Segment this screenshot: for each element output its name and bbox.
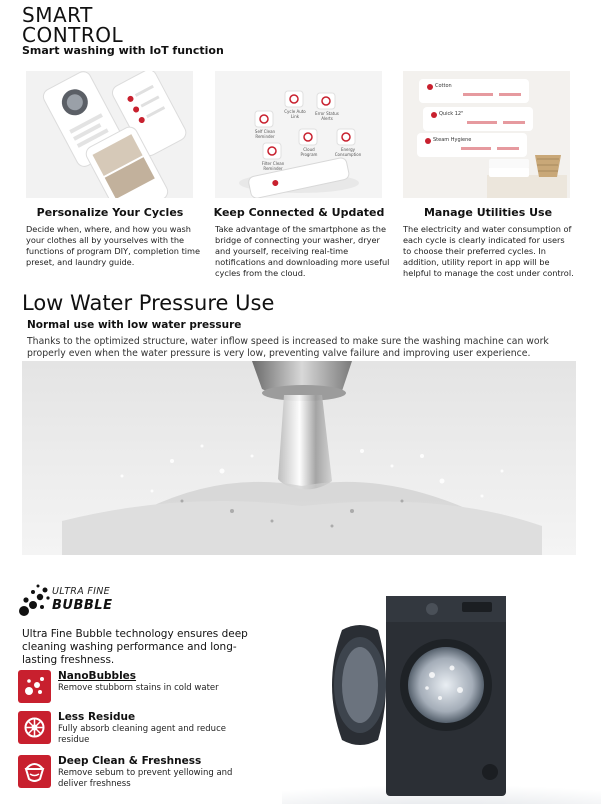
ufb-item-desc: Remove stubborn stains in cold water <box>58 683 219 693</box>
washing-machine-image <box>282 560 601 804</box>
feature-title-personalize: Personalize Your Cycles <box>36 206 184 219</box>
self-clean-label: Self Clean Reminder <box>254 129 276 139</box>
ufb-logo-line2: BUBBLE <box>52 598 113 613</box>
deep-clean-icon <box>18 755 51 788</box>
title-line-1: SMART <box>22 3 93 27</box>
ufb-item-nanobubbles <box>18 670 268 706</box>
smart-control-subtitle: Smart washing with IoT function <box>22 44 224 57</box>
cotton-label: Cotton <box>435 83 452 89</box>
low-water-subtitle: Normal use with low water pressure <box>27 319 242 331</box>
manage-utilities-image <box>403 71 570 198</box>
less-residue-icon <box>18 711 51 744</box>
low-water-description: Thanks to the optimized structure, water inflow speed is increased to make sure the washing machine can work properly even when the water pressure is very low, preventing valve failure and improving user experience. <box>27 336 549 359</box>
ufb-item-title: Less Residue <box>58 711 136 723</box>
low-water-title: Low Water Pressure Use <box>22 291 275 315</box>
ufb-item-desc: Fully absorb cleaning agent and reduce residue <box>58 724 226 745</box>
ufb-logo-line1: ULTRA FINE <box>52 586 110 597</box>
ufb-item-desc: Remove sebum to prevent yellowing and deliver freshness <box>58 768 233 789</box>
ufb-item-title: NanoBubbles <box>58 670 137 682</box>
feature-title-connected: Keep Connected & Updated <box>213 206 385 219</box>
ufb-description: Ultra Fine Bubble technology ensures deep cleaning washing performance and long-lasting freshness. <box>22 628 248 666</box>
ufb-item-title: Deep Clean & Freshness <box>58 755 202 767</box>
ufb-item-deep-clean <box>18 755 268 791</box>
keep-connected-image <box>215 71 382 198</box>
personalize-cycles-image <box>26 71 193 198</box>
steam-hygiene-label: Steam Hygiene <box>433 137 472 143</box>
ufb-item-less-residue <box>18 711 268 747</box>
water-splash-image <box>22 361 576 555</box>
feature-desc-connected: Take advantage of the smartphone as the bridge of connecting your washer, dryer and yourself, receiving real-time notifications and downloading more useful cycles from the cloud. <box>215 224 390 278</box>
feature-desc-personalize: Decide when, where, and how you wash your clothes all by yourselves with the functions of program DIY, completion time preset, and laundry guide. <box>26 224 201 267</box>
feature-title-utilities: Manage Utilities Use <box>423 206 553 219</box>
feature-desc-utilities: The electricity and water consumption of each cycle is clearly indicated for users to choose their preferred cycles. In addition, utility report in app will be helpful to manage the cost under control. <box>403 224 574 278</box>
smart-control-title <box>22 5 123 45</box>
title-line-2: CONTROL <box>22 23 124 47</box>
quick-label: Quick 12" <box>439 111 464 117</box>
cloud-program-label: Cloud Program <box>300 147 318 157</box>
energy-consumption-label: Energy Consumption <box>334 147 362 157</box>
error-status-label: Error Status Alerts <box>315 111 339 121</box>
cycle-auto-link-label: Cycle Auto Link <box>284 109 306 119</box>
nano-bubbles-icon <box>18 670 51 703</box>
filter-clean-label: Filter Clean Reminder <box>261 161 285 171</box>
